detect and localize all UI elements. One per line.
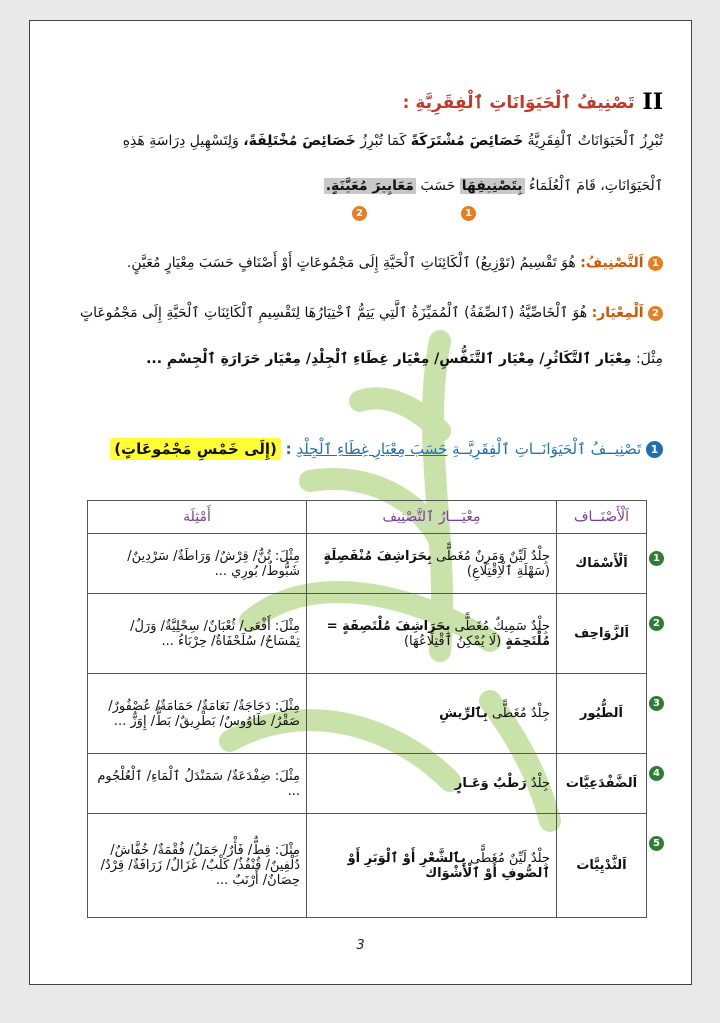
groups-badge: (إِلَى خَمْسِ مَجْمُوعَاتٍ) [110, 438, 281, 460]
criterion-bold: بِٱلشَّعْرِ أَوْ ٱلْوَبَرِ أَوْ ٱلصُّوفِ أَوْ ٱلْأَشْوَاك [347, 850, 550, 881]
table-header-row [88, 501, 647, 534]
table-row [88, 534, 647, 594]
criterion-bold: بِحَرَاشِفَ مُلْتَصِقَةٍ = مُلْتَحِمَةٍ [326, 618, 550, 649]
marker-2-icon: 2 [352, 206, 367, 221]
category-fish: اَلْأَسْمَاك [557, 534, 647, 594]
category-reptiles: اَلزَّوَاحِف [557, 594, 647, 674]
criterion-cell [307, 674, 557, 754]
intro-bold-different: خَصَائِصَ مُخْتَلِفَةً، [243, 133, 356, 149]
examples-cell: مِثْلَ: قِطٌّ/ فَأْرٌ/ جَمَلٌ/ فُقْمَةٌ/ خُفَّاشٌ/ دُلْفِينٌ/ قُنْفُذٌ/ كَلْبٌ/ غَزَالٌ/ زَرَافَةٌ/ قِرْدٌ/ حِصَانٌ/ أَرْنَبٌ ... [88, 814, 307, 918]
table-row [88, 754, 647, 814]
intro-line-1 [123, 133, 663, 149]
term-highlight-criteria: مَعَايِيرَ مُعَيَّنَةٍ. [325, 178, 414, 194]
table-row [88, 674, 647, 754]
criterion-text: جِلْدٌ لَيِّنٌ مُغَطًّى [470, 850, 550, 866]
header-classes: اَلْأَصْنَــاف [557, 501, 647, 534]
subsection-colon: : [285, 440, 292, 458]
examples-cell: مِثْلَ: ضِفْدَعَةٌ/ سَمَنْدَلُ ٱلْمَاءِ/ ٱلْعُلْجُوم ... [88, 754, 307, 814]
criterion-cell [307, 814, 557, 918]
definition-text: هُوَ تَقْسِيمُ (تَوْزِيعُ) ٱلْكَائِنَاتِ ٱلْحَيَّةِ إِلَى مَجْمُوعَاتٍ أَوْ أَصْنَافٍ حَسَبَ مِعْيَارٍ مُعَيَّنٍ. [126, 255, 576, 271]
subsection-title: تَصْنِيــفُ ٱلْحَيَوَانَــاتِ ٱلْفِقَرِيَّــةِ [452, 440, 642, 458]
criterion-cell [307, 534, 557, 594]
criterion-text: جِلْدٌ [530, 776, 550, 791]
marker-1-icon: 1 [461, 206, 476, 221]
examples-cell: مِثْلَ: دَجَاجَةٌ/ نَعَامَةٌ/ حَمَامَةٌ/ عُصْفُورٌ/ صَقْرٌ/ طَاوُوسٌ/ بَطْرِيقٌ/ بَطٌّ/ إِوَزٌّ ... [88, 674, 307, 754]
examples-prefix: مِثْلَ: [635, 351, 663, 367]
criterion-text: جِلْدٌ لَيِّنٌ وَمَرِنٌ مُغَطًّى [435, 548, 550, 564]
section-number: II [642, 89, 663, 115]
table-row [88, 814, 647, 918]
definition-text: هُوَ ٱلْخَاصِّيَّةُ (ٱلصِّفَةُ) ٱلْمُمَيِّزَةُ ٱلَّتِي يَتِمُّ ٱخْتِيَارُهَا لِتَقْسِيمِ ٱلْكَائِنَاتِ ٱلْحَيَّةِ إِلَى مَجْمُوعَاتٍ [79, 305, 588, 321]
category-mammals: اَلثَّدْيِيَّات [557, 814, 647, 918]
intro-bold-shared: خَصَائِصَ مُشْتَرَكَةً [410, 133, 524, 149]
examples-line [146, 351, 663, 367]
subsection-heading [110, 440, 663, 458]
row-2-icon: 2 [649, 616, 664, 631]
row-3-icon: 3 [649, 696, 664, 711]
criterion-cell [307, 594, 557, 674]
definition-term: اَلتَّصْنِيفُ: [580, 255, 644, 271]
examples-cell: مِثْلَ: أَفْعَى/ ثُعْبَانٌ/ سِحْلِيَّةٌ/ وَرَلٌ/ تِمْسَاحٌ/ سُلَحْفَاةٌ/ حِرْبَاءُ ... [88, 594, 307, 674]
number-1-icon: 1 [648, 256, 663, 271]
page-number: 3 [356, 938, 365, 953]
section-heading [403, 87, 663, 117]
header-criterion: مِعْيَـــارُ ٱلتَّصْنِيف [307, 501, 557, 534]
examples-cell: مِثْلَ: تُنٌّ/ قِرْشٌ/ وَرَاطَةٌ/ سَرْدِينٌ/ شَبُّوطٌ/ بُورِي ... [88, 534, 307, 594]
subsection-criterion: حَسَبَ مِعْيَارِ غِطَاءِ ٱلْجِلْدِ [296, 440, 448, 458]
examples-text: مِعْيَار ٱلتَّكَاثُرِ/ مِعْيَار ٱلتَّنَفُّسِ/ مِعْيَار غِطَاءِ ٱلْجِلْدِ/ مِعْيَار حَرَارَةِ ٱلْجِسْمِ ... [146, 351, 632, 367]
definition-criterion [80, 305, 663, 321]
table-row [88, 594, 647, 674]
category-amphibians: اَلضَّفْدَعِيَّات [557, 754, 647, 814]
classification-table [87, 500, 647, 918]
number-1-blue-icon: 1 [646, 441, 663, 458]
number-2-icon: 2 [648, 306, 663, 321]
document-page [29, 20, 692, 985]
intro-line-2 [324, 178, 663, 194]
term-highlight-classification: بِتَصْنِيفِهَا [461, 178, 523, 194]
criterion-cell [307, 754, 557, 814]
criterion-text: جِلْدٌ سَمِيكٌ مُغَطًّى [454, 618, 550, 634]
category-birds: اَلطُّيُور [557, 674, 647, 754]
criterion-bold: بِٱلرِّيشِ [439, 706, 488, 721]
row-1-icon: 1 [649, 551, 664, 566]
row-5-icon: 5 [649, 836, 664, 851]
header-examples: أَمْثِلَة [88, 501, 307, 534]
criterion-bold: رَطْبٌ وَعَـارٍ [454, 776, 527, 791]
criterion-note: (لَا يُمْكِنُ ٱقْتِلَاعُهَا) [403, 633, 502, 649]
intro-text: تُبْرِزُ ٱلْحَيَوَانَاتُ ٱلْفِقَرِيَّةُ [527, 133, 663, 149]
definition-classification [127, 255, 663, 271]
intro-text: ٱلْحَيَوَانَاتِ، قَامَ ٱلْعُلَمَاءُ [528, 178, 663, 194]
intro-text: حَسَبَ [420, 178, 456, 194]
intro-text: وَلِتَسْهِيلِ دِرَاسَةِ هَذِهِ [122, 133, 239, 149]
criterion-note: (سَهْلَةِ ٱلْاِقْتِلَاعِ) [466, 563, 550, 579]
row-4-icon: 4 [649, 766, 664, 781]
criterion-bold: بِحَرَاشِفَ مُنْفَصِلَةٍ [323, 548, 432, 564]
criterion-text: جِلْدٌ مُغَطًّى [491, 706, 550, 721]
definition-term: اَلْمِعْيَار: [591, 305, 644, 321]
section-title: تَصْنِيفُ ٱلْحَيَوَانَاتِ ٱلْفِقَرِيَّةِ : [402, 92, 635, 113]
intro-text: كَمَا تُبْرِزُ [360, 133, 407, 149]
